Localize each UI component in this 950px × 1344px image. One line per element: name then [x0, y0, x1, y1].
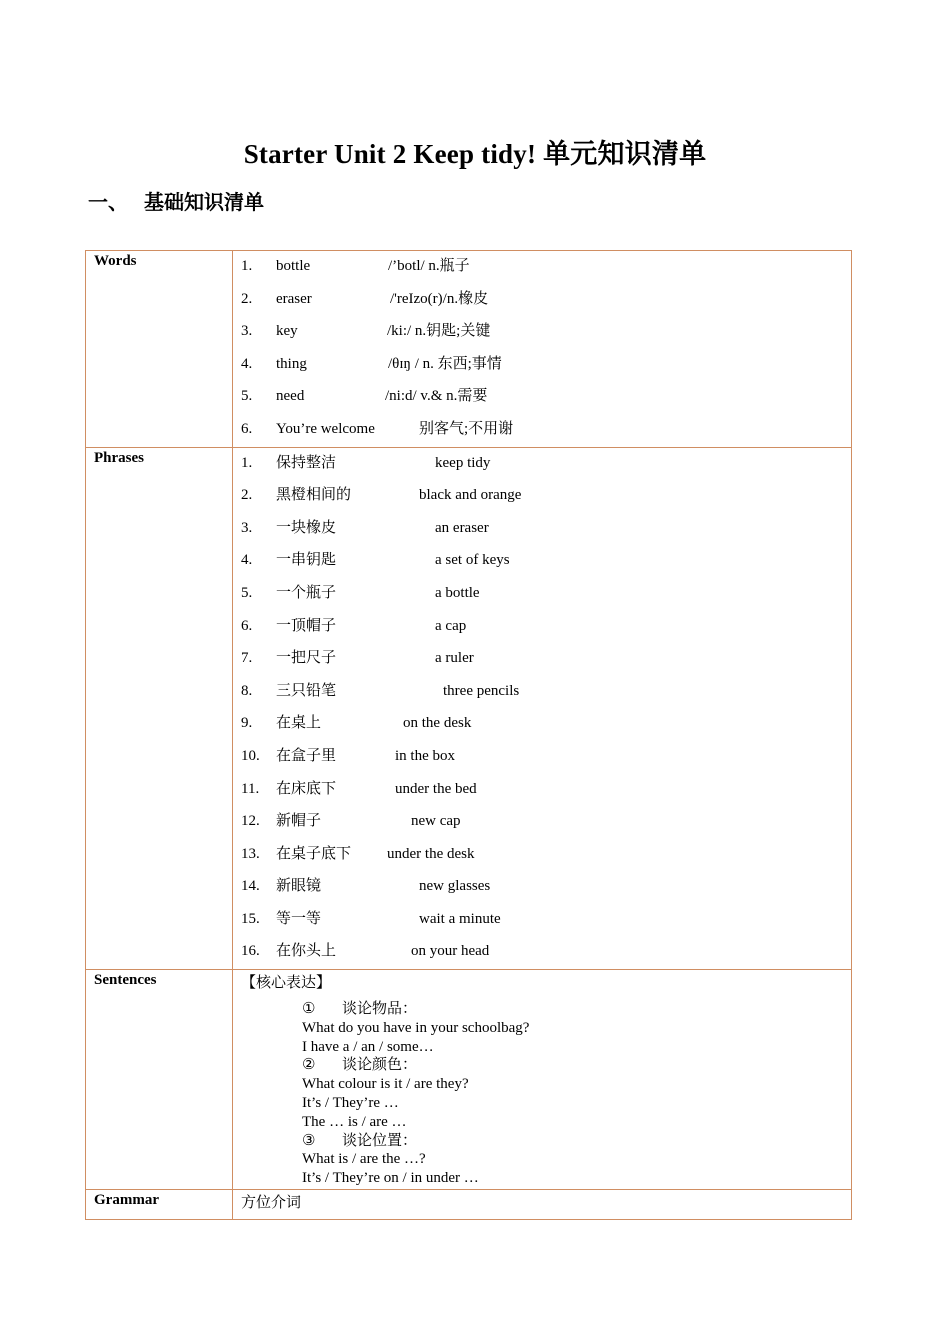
grammar-label: Grammar [86, 1190, 233, 1220]
section-label: 基础知识清单 [144, 192, 264, 214]
phrase-item [241, 578, 843, 611]
sentence-line: It’s / They’re on / in under … [302, 1170, 479, 1187]
sentences-row [86, 970, 852, 1190]
word-definition: /ni:d/ v.& n.需要 [385, 388, 488, 405]
word-item [241, 316, 843, 349]
word-number: 1. [241, 258, 253, 274]
phrase-item [241, 643, 843, 676]
phrase-chinese: 一把尺子 [276, 650, 337, 667]
phrase-item [241, 741, 843, 774]
word-number: 4. [241, 355, 253, 372]
word-number: 6. [241, 420, 253, 437]
phrase-item [241, 545, 843, 578]
phrases-list [233, 447, 852, 970]
word-definition: /θɪŋ / n. 东西;事情 [388, 355, 502, 372]
phrase-number: 16. [241, 943, 260, 960]
word-item [241, 284, 843, 317]
phrase-number: 14. [241, 878, 260, 895]
knowledge-table [85, 250, 852, 1220]
phrase-number: 2. [241, 487, 253, 504]
phrase-chinese: 一个瓶子 [276, 584, 337, 601]
topic-marker: ② [302, 1057, 316, 1074]
phrase-chinese: 在床底下 [276, 780, 337, 797]
sentences-block [241, 994, 843, 1189]
phrase-chinese: 黑橙相间的 [276, 487, 352, 504]
phrase-number: 4. [241, 552, 253, 569]
phrase-english: a bottle [435, 584, 480, 601]
phrase-chinese: 在桌子底下 [276, 845, 352, 862]
sentence-topic [302, 1132, 843, 1151]
word-number: 3. [241, 323, 253, 340]
phrase-item [241, 676, 843, 709]
phrase-number: 10. [241, 747, 260, 764]
sentences-heading: 【核心表达】 [241, 975, 332, 992]
phrase-item [241, 708, 843, 741]
phrase-item [241, 774, 843, 807]
phrase-english: new cap [411, 813, 461, 830]
phrase-item [241, 936, 843, 969]
phrase-number: 15. [241, 910, 260, 927]
phrase-item [241, 611, 843, 644]
phrase-english: under the bed [395, 780, 477, 797]
grammar-content [233, 1190, 852, 1220]
word-number: 5. [241, 388, 253, 405]
phrase-english: on the desk [403, 715, 472, 732]
phrase-item [241, 448, 843, 481]
words-label: Words [86, 251, 233, 448]
phrase-item [241, 480, 843, 513]
grammar-row [86, 1190, 852, 1220]
topic-label: 谈论位置： [342, 1132, 418, 1149]
word-term: need [276, 388, 305, 405]
word-definition: 别客气;不用谢 [419, 420, 514, 437]
phrases-row [86, 447, 852, 970]
phrase-chinese: 一串钥匙 [276, 552, 337, 569]
word-definition: /'reIzo(r)/n.橡皮 [390, 290, 489, 307]
sentence-line: I have a / an / some… [302, 1038, 434, 1055]
sentence-line: It’s / They’re … [302, 1095, 399, 1112]
page-title: Starter Unit 2 Keep tidy! 单元知识清单 [243, 139, 707, 169]
phrase-english: new glasses [419, 878, 491, 895]
topic-label: 谈论颜色： [342, 1057, 418, 1074]
phrases-label: Phrases [86, 447, 233, 970]
phrase-chinese: 新眼镜 [276, 878, 322, 895]
word-number: 2. [241, 290, 253, 307]
word-term: key [276, 323, 298, 340]
sentence-line: What do you have in your schoolbag? [302, 1019, 530, 1036]
phrase-english: black and orange [419, 487, 522, 504]
phrase-chinese: 在桌上 [276, 715, 322, 732]
phrase-chinese: 在你头上 [276, 943, 337, 960]
phrase-english: on your head [411, 943, 490, 960]
word-item [241, 349, 843, 382]
phrase-english: in the box [395, 747, 455, 764]
phrase-item [241, 513, 843, 546]
word-term: bottle [276, 258, 311, 274]
phrase-english: keep tidy [435, 454, 491, 471]
topic-marker: ① [302, 1001, 316, 1018]
phrase-english: a cap [435, 617, 467, 634]
section-number: 一、 [88, 192, 128, 214]
word-term: You’re welcome [276, 420, 375, 437]
phrase-english: three pencils [443, 682, 520, 699]
sentence-line: What colour is it / are they? [302, 1076, 469, 1093]
word-definition: /ki:/ n.钥匙;关键 [387, 323, 491, 340]
words-row [86, 251, 852, 448]
phrase-chinese: 一顶帽子 [276, 617, 337, 634]
phrase-item [241, 904, 843, 937]
phrase-number: 8. [241, 682, 253, 699]
word-definition: /’botl/ n.瓶子 [388, 258, 470, 274]
phrase-chinese: 保持整洁 [276, 454, 337, 471]
phrase-number: 11. [241, 780, 260, 797]
phrase-chinese: 三只铅笔 [276, 682, 337, 699]
sentences-label: Sentences [86, 970, 233, 1190]
phrase-item [241, 871, 843, 904]
sentence-topic [302, 1056, 843, 1075]
phrase-english: a set of keys [435, 552, 510, 569]
phrase-number: 1. [241, 454, 253, 471]
phrase-number: 9. [241, 715, 253, 732]
phrase-number: 12. [241, 813, 260, 830]
phrase-chinese: 等一等 [276, 910, 322, 927]
phrase-number: 5. [241, 584, 253, 601]
phrase-item [241, 839, 843, 872]
word-term: eraser [276, 290, 312, 307]
word-term: thing [276, 355, 307, 372]
sentence-line: What is / are the …? [302, 1151, 426, 1168]
word-item [241, 414, 843, 447]
phrase-english: under the desk [387, 845, 475, 862]
phrase-item [241, 806, 843, 839]
phrase-chinese: 在盒子里 [276, 747, 337, 764]
phrase-english: wait a minute [419, 910, 501, 927]
phrase-number: 7. [241, 650, 253, 667]
topic-marker: ③ [302, 1132, 316, 1149]
phrase-number: 3. [241, 519, 253, 536]
sentence-line: The … is / are … [302, 1113, 407, 1130]
sentence-topic [302, 1000, 843, 1019]
phrase-chinese: 一块橡皮 [276, 519, 337, 536]
phrase-number: 13. [241, 845, 260, 862]
phrase-chinese: 新帽子 [276, 813, 322, 830]
topic-label: 谈论物品： [342, 1001, 418, 1018]
section-heading [88, 186, 264, 215]
word-item [241, 251, 843, 284]
phrase-number: 6. [241, 617, 253, 634]
grammar-value: 方位介词 [241, 1195, 302, 1212]
word-item [241, 381, 843, 414]
phrase-english: an eraser [435, 519, 489, 536]
words-list [233, 251, 852, 448]
sentences-content [233, 970, 852, 1190]
phrase-english: a ruler [435, 650, 474, 667]
